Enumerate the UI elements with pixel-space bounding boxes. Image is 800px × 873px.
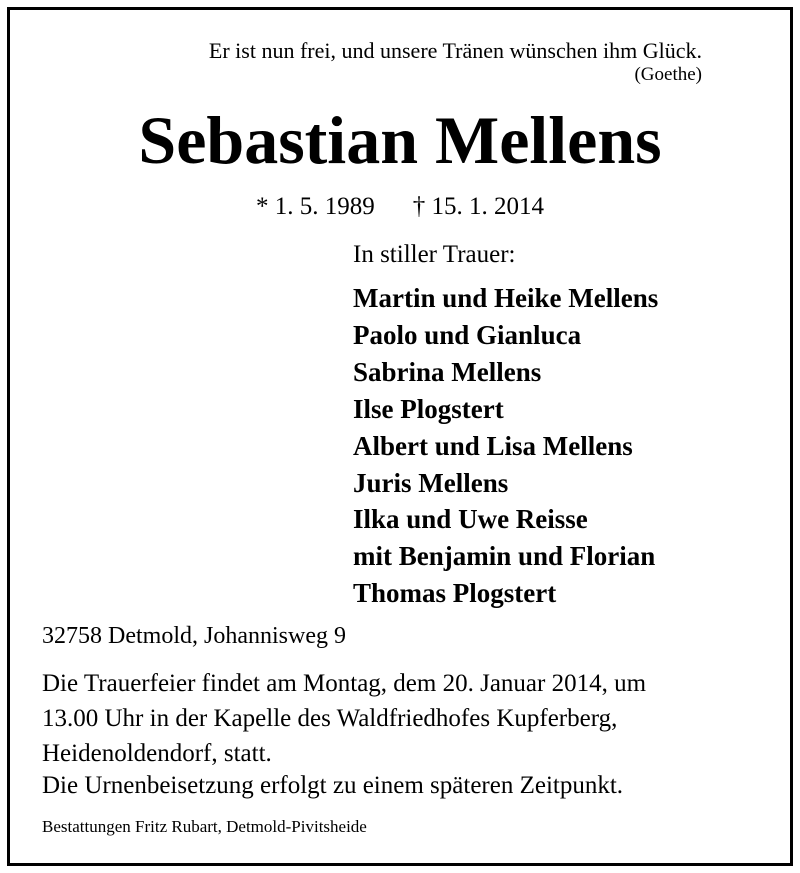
ceremony-line: 13.00 Uhr in der Kapelle des Waldfriedhofes Kupferberg,: [42, 705, 618, 732]
mourning-intro: In stiller Trauer:: [353, 241, 516, 268]
quote-author: (Goethe): [634, 64, 702, 85]
ceremony-announcement: [42, 666, 772, 771]
mourners-list: [353, 280, 658, 612]
ceremony-line: Heidenoldendorf, statt.: [42, 740, 272, 767]
burial-note: Die Urnenbeisetzung erfolgt zu einem späteren Zeitpunkt.: [42, 772, 624, 799]
mourner-name: Ilse Plogstert: [353, 393, 504, 424]
mourner-name: Albert und Lisa Mellens: [353, 430, 633, 461]
mourner-name: Ilka und Uwe Reisse: [353, 504, 588, 535]
mourner-name: Juris Mellens: [353, 467, 509, 498]
ceremony-line: Die Trauerfeier findet am Montag, dem 20. Januar 2014, um: [42, 670, 647, 697]
mourner-name: Thomas Plogstert: [353, 578, 557, 609]
deceased-name: Sebastian Mellens: [138, 102, 662, 178]
life-dates: [0, 192, 800, 222]
mourner-name: Martin und Heike Mellens: [353, 283, 659, 313]
quote-text: Er ist nun frei, und unsere Tränen wünschen ihm Glück.: [208, 38, 702, 63]
birth-date: * 1. 5. 1989: [256, 193, 375, 220]
mourner-name: mit Benjamin und Florian: [353, 541, 656, 572]
undertaker-credit: Bestattungen Fritz Rubart, Detmold-Pivitsheide: [42, 817, 367, 836]
death-date: † 15. 1. 2014: [412, 193, 544, 220]
quote-block: [2, 38, 702, 86]
family-address: 32758 Detmold, Johannisweg 9: [42, 623, 346, 649]
mourner-name: Paolo und Gianluca: [353, 319, 582, 350]
mourner-name: Sabrina Mellens: [353, 356, 542, 387]
